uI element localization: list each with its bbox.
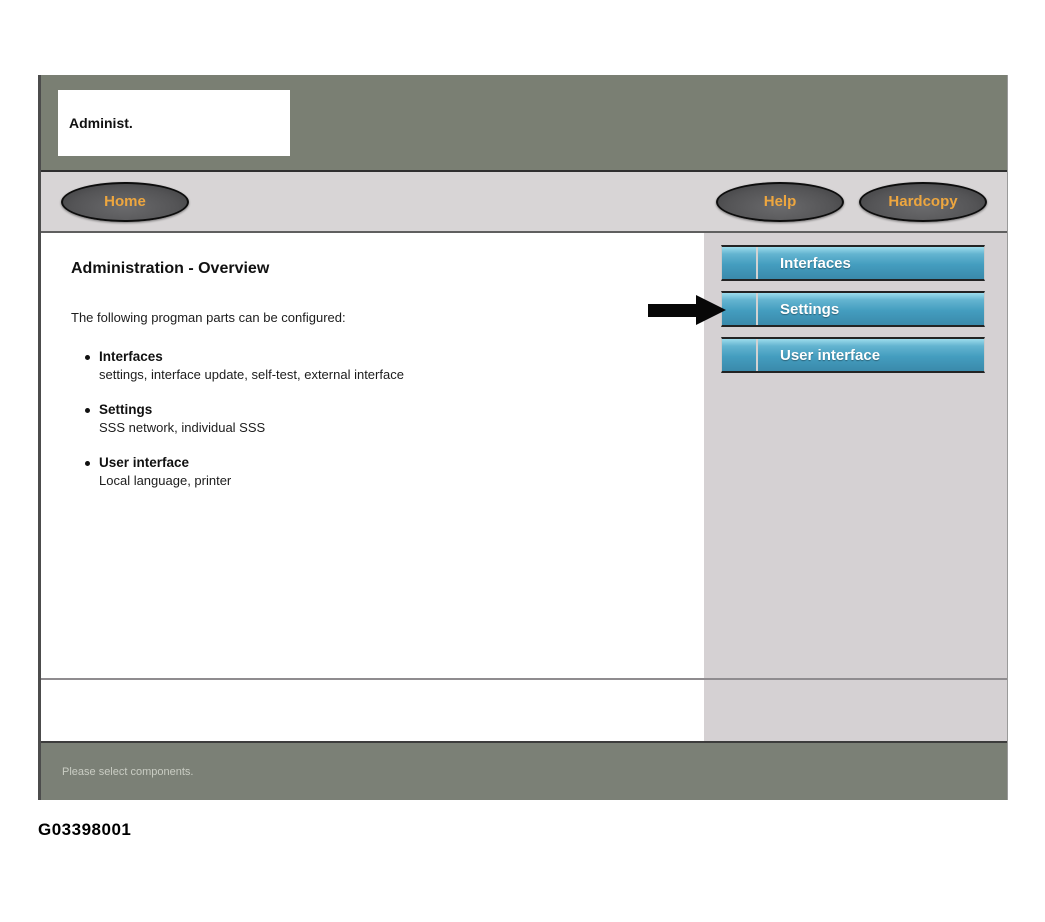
tab-label: Administ. xyxy=(69,115,133,131)
tab-administration[interactable] xyxy=(58,90,290,156)
sidebar-button-user-interface[interactable] xyxy=(721,337,985,373)
home-button[interactable] xyxy=(61,182,189,222)
bullet-icon xyxy=(85,408,90,413)
sidebar-button-label: Settings xyxy=(780,300,840,318)
sidebar-button-label: User interface xyxy=(780,346,881,364)
list-item-description: Local language, printer xyxy=(99,473,232,488)
bottom-strip-content xyxy=(41,680,704,741)
application-window xyxy=(38,75,1008,800)
main-area xyxy=(41,233,1007,678)
list-item-title: User interface xyxy=(99,455,190,470)
status-message: Please select components. xyxy=(62,765,194,778)
content-pane xyxy=(41,233,704,678)
status-bar xyxy=(41,741,1007,800)
bullet-icon xyxy=(85,461,90,466)
list-item-description: SSS network, individual SSS xyxy=(99,420,266,435)
sidebar-button-left-cell xyxy=(722,339,758,371)
window-header xyxy=(41,75,1007,170)
home-button-label: Home xyxy=(104,193,146,210)
sidebar-button-settings[interactable] xyxy=(721,291,985,327)
bullet-icon xyxy=(85,355,90,360)
toolbar xyxy=(41,170,1007,233)
intro-text: The following progman parts can be configured: xyxy=(71,310,346,325)
list-item-description: settings, interface update, self-test, external interface xyxy=(99,367,404,382)
overview-list xyxy=(99,349,684,488)
figure-id-label: G03398001 xyxy=(38,820,132,839)
list-item xyxy=(99,455,684,488)
help-button[interactable] xyxy=(716,182,844,222)
bottom-strip-sidebar xyxy=(704,680,1007,741)
sidebar-button-left-cell xyxy=(722,293,758,325)
list-item xyxy=(99,349,684,382)
hardcopy-button-label: Hardcopy xyxy=(888,193,958,210)
sidebar-button-label: Interfaces xyxy=(780,254,851,272)
sidebar-button-left-cell xyxy=(722,247,758,279)
list-item-title: Interfaces xyxy=(99,349,163,364)
help-button-label: Help xyxy=(763,193,797,210)
page-title: Administration - Overview xyxy=(71,260,270,277)
list-item xyxy=(99,402,684,435)
sidebar xyxy=(704,233,1007,678)
sidebar-button-interfaces[interactable] xyxy=(721,245,985,281)
list-item-title: Settings xyxy=(99,402,153,417)
hardcopy-button[interactable] xyxy=(859,182,987,222)
toolbar-right-group xyxy=(716,182,987,222)
bottom-strip xyxy=(41,680,1007,741)
